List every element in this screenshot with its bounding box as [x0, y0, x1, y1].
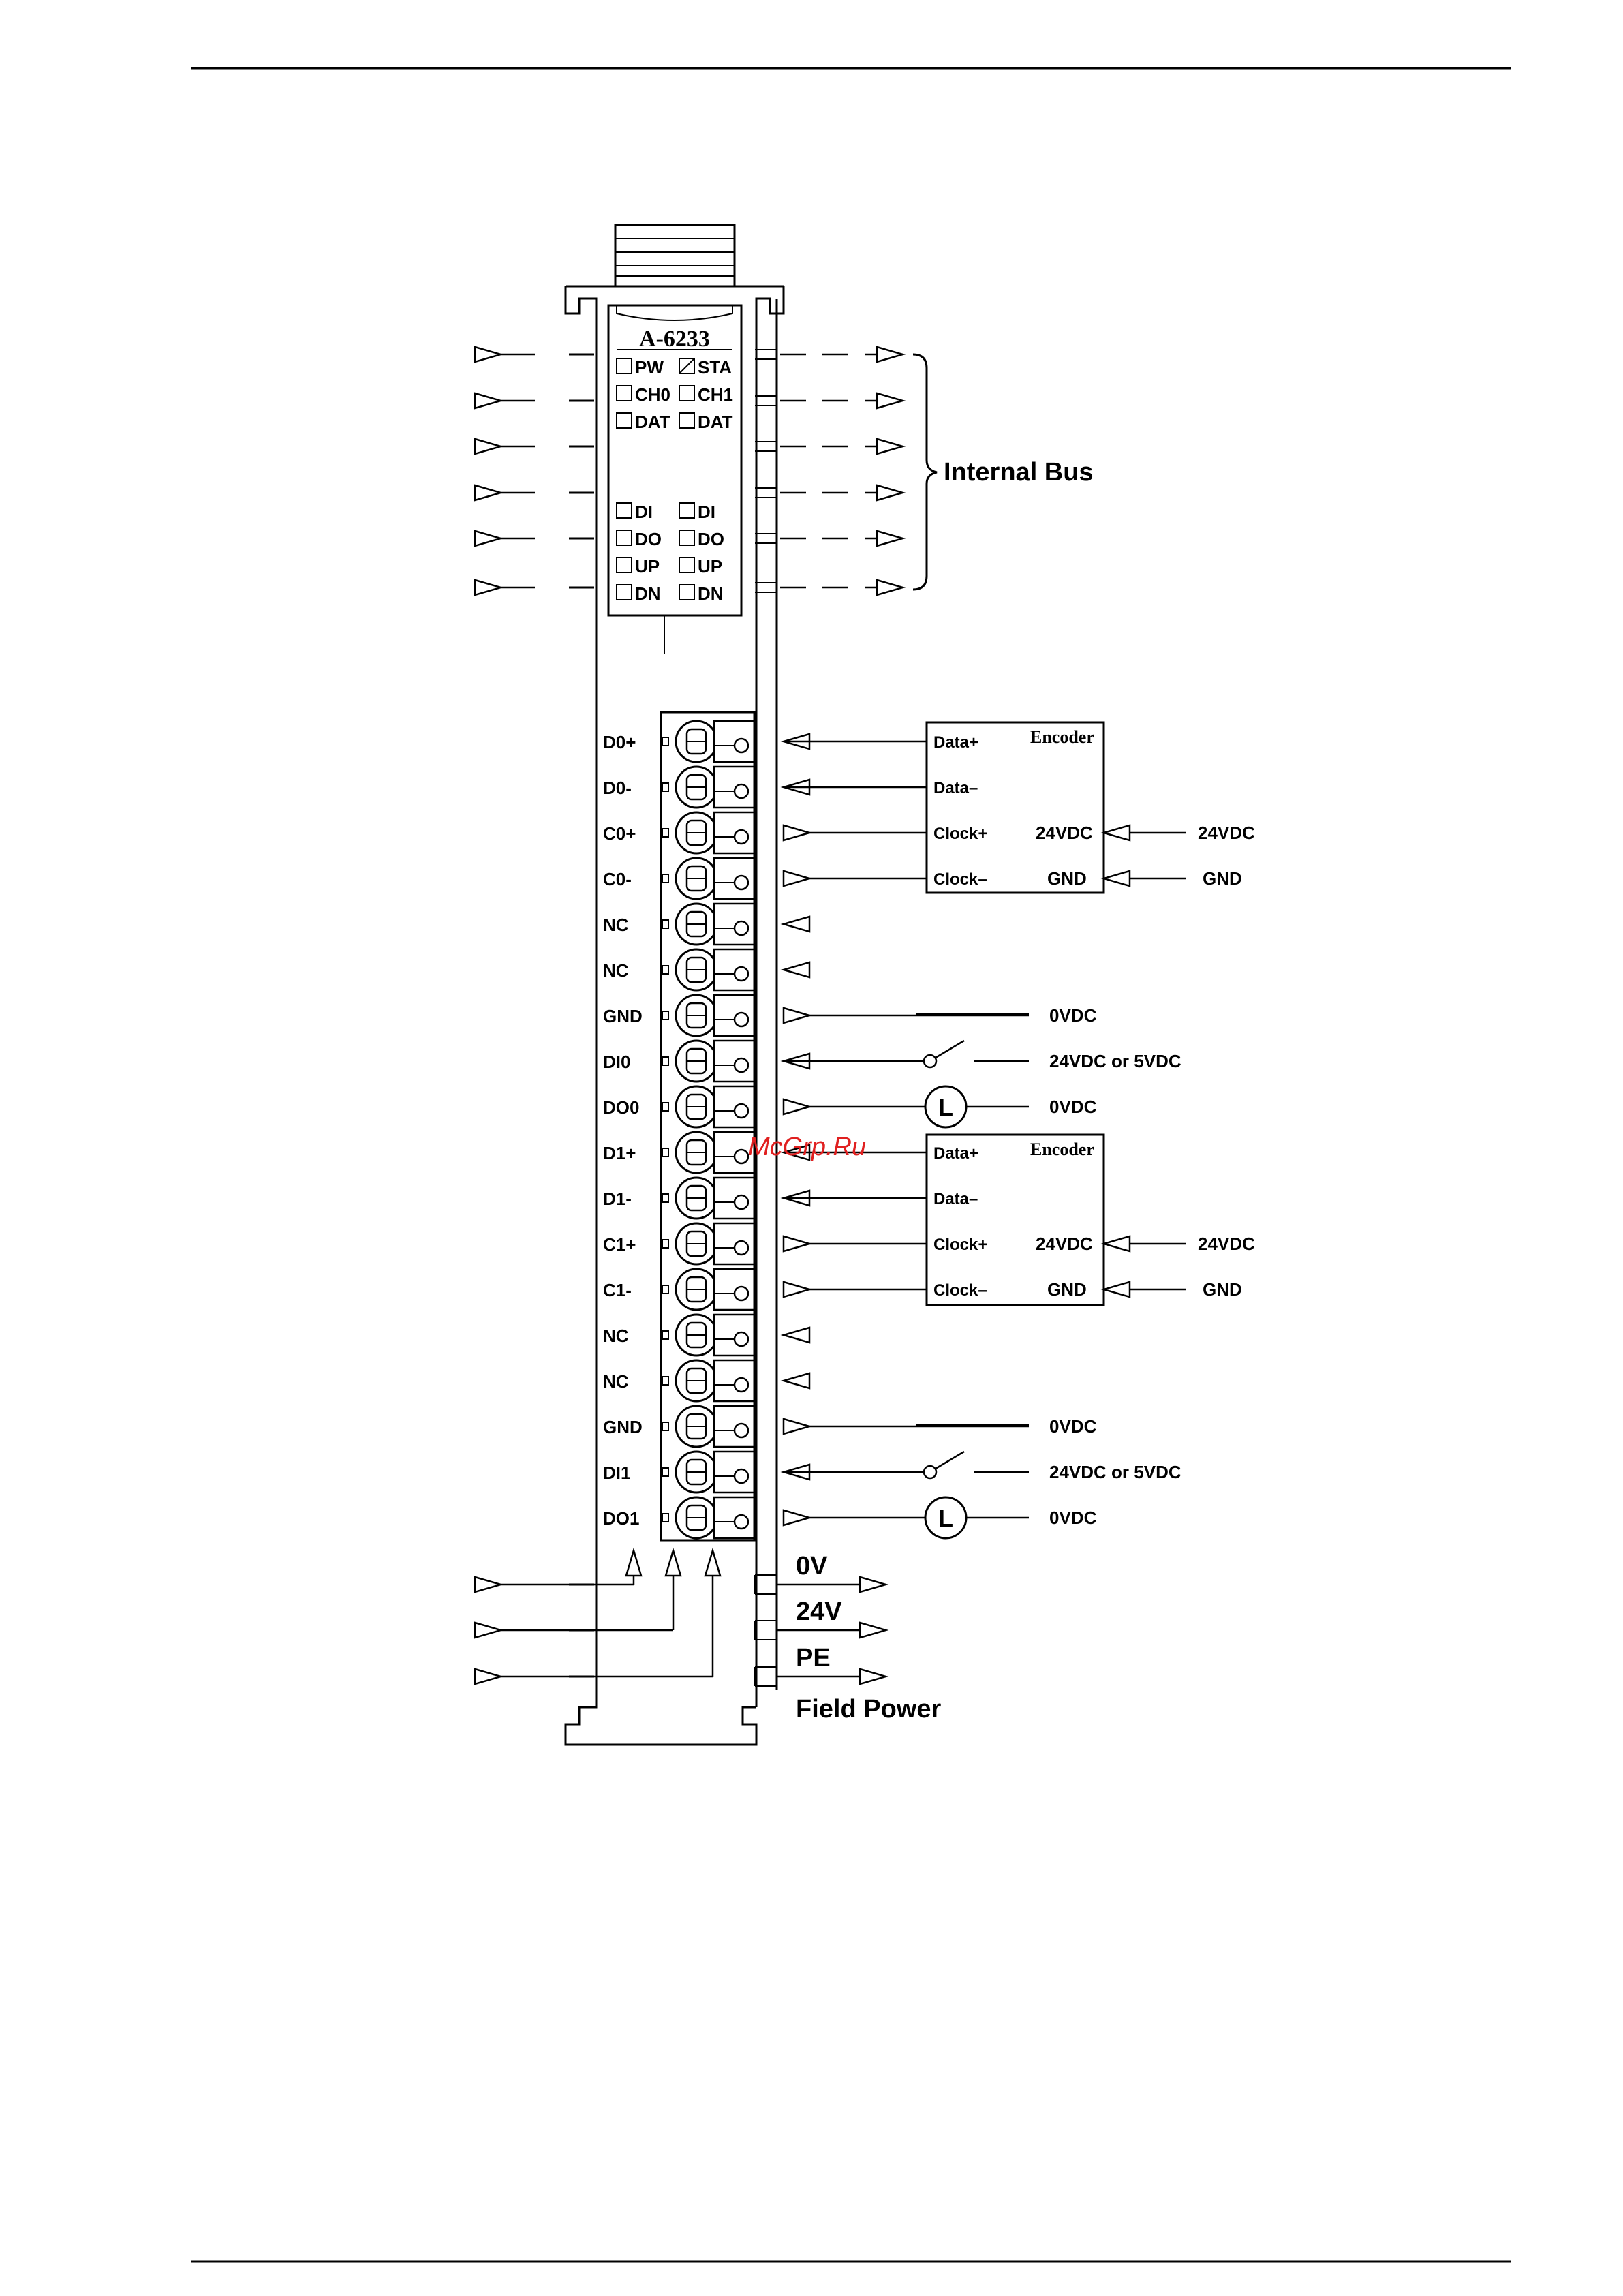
encoder-supply-label: 24VDC	[1036, 823, 1093, 843]
terminal-slot	[662, 1194, 668, 1202]
terminal-slot	[662, 920, 668, 928]
terminal-label-6: GND	[603, 1006, 643, 1026]
led-bottom-1-1-box	[679, 530, 694, 545]
terminal-slot	[662, 1240, 668, 1248]
terminal-hole	[735, 739, 748, 752]
led-label: PW	[635, 357, 664, 378]
terminal-slot	[662, 783, 668, 791]
terminal-clamp	[714, 1041, 755, 1082]
do-return-label: 0VDC	[1049, 1097, 1097, 1117]
terminal-label-7: DI0	[603, 1052, 631, 1072]
terminal-label-1: D0-	[603, 778, 632, 798]
led-bottom-3-0-box	[617, 585, 632, 600]
input-arrow	[784, 917, 809, 932]
led-bottom-2-1-box	[679, 557, 694, 572]
field-power-label-0: 0V	[796, 1552, 828, 1580]
encoder-pin: Clock+	[933, 1236, 988, 1254]
terminal-block	[603, 712, 756, 1540]
led-label: UP	[698, 556, 723, 577]
terminal-label-14: NC	[603, 1371, 629, 1392]
encoder-supply-arrow	[1104, 825, 1130, 840]
terminal-slot	[662, 874, 668, 883]
encoder-ground-label: GND	[1047, 868, 1087, 889]
encoder-pin: Data+	[933, 1144, 979, 1163]
di-supply-label: 24VDC or 5VDC	[1049, 1462, 1181, 1482]
output-arrow	[784, 1282, 809, 1297]
terminal-label-4: NC	[603, 915, 629, 935]
led-label: DO	[698, 529, 724, 549]
external-supply-label: 24VDC	[1198, 823, 1255, 843]
field-power	[475, 1550, 941, 1724]
terminal-slot	[662, 1011, 668, 1020]
terminal-slot	[662, 1514, 668, 1522]
terminal-clamp	[714, 1315, 755, 1356]
switch-contact	[924, 1055, 936, 1067]
terminal-slot	[662, 737, 668, 746]
terminal-clamp	[714, 812, 755, 853]
terminal-clamp	[714, 1269, 755, 1310]
encoder-ground-arrow	[1104, 871, 1130, 886]
encoder-pin: Data–	[933, 1190, 978, 1208]
field-out-arrow	[860, 1577, 886, 1592]
encoder-pin: Data+	[933, 733, 979, 752]
terminal-hole	[735, 1241, 748, 1255]
field-power-title: Field Power	[796, 1695, 942, 1724]
led-label: DN	[635, 583, 661, 604]
load-label: L	[938, 1504, 953, 1532]
terminal-label-0: D0+	[603, 732, 636, 752]
led-top-2-0-box	[617, 413, 632, 428]
internal-bus-brace	[913, 354, 937, 590]
encoder-supply-arrow	[1104, 1236, 1130, 1251]
terminal-label-2: C0+	[603, 823, 636, 844]
terminal-clamp	[714, 858, 755, 899]
led-top-2-1-box	[679, 413, 694, 428]
led-label: CH1	[698, 384, 734, 405]
gnd-label: 0VDC	[1049, 1005, 1097, 1026]
output-arrow	[784, 1099, 809, 1114]
bus-left-arrow	[475, 347, 501, 362]
led-bottom-2-0-box	[617, 557, 632, 572]
field-power-label-1: 24V	[796, 1597, 842, 1626]
led-label: DAT	[698, 412, 733, 432]
load-label: L	[938, 1093, 953, 1121]
terminal-clamp	[714, 1223, 755, 1264]
internal-bus-label: Internal Bus	[944, 458, 1094, 487]
terminal-slot	[662, 1377, 668, 1385]
terminal-label-10: D1-	[603, 1189, 632, 1209]
encoder-title: Encoder	[1030, 727, 1094, 747]
field-up-arrow	[666, 1550, 681, 1576]
terminal-slot	[662, 1285, 668, 1294]
bus-left-arrow	[475, 393, 501, 408]
terminal-label-11: C1+	[603, 1234, 636, 1255]
bus-right-arrow	[877, 347, 903, 362]
field-power-label-2: PE	[796, 1644, 831, 1672]
output-arrow	[784, 1510, 809, 1525]
top-connector	[615, 225, 735, 286]
terminal-label-5: NC	[603, 960, 629, 981]
led-label: DI	[635, 502, 653, 522]
terminal-clamp	[714, 995, 755, 1036]
terminal-clamp	[714, 1452, 755, 1493]
terminal-hole	[735, 1013, 748, 1026]
led-bottom-3-1-box	[679, 585, 694, 600]
terminal-hole	[735, 1104, 748, 1118]
led-label: UP	[635, 556, 660, 577]
encoder-title: Encoder	[1030, 1139, 1094, 1159]
terminal-hole	[735, 1332, 748, 1346]
watermark: McGrp.Ru	[748, 1133, 867, 1161]
terminal-hole	[735, 1195, 748, 1209]
led-label: DN	[698, 583, 724, 604]
gnd-label: 0VDC	[1049, 1416, 1097, 1437]
bus-right-arrow	[877, 485, 903, 500]
terminal-clamp	[714, 721, 755, 762]
bus-right-arrow	[877, 580, 903, 595]
led-label: DI	[698, 502, 715, 522]
terminal-hole	[735, 967, 748, 981]
terminal-slot	[662, 829, 668, 837]
encoder-pin: Data–	[933, 779, 978, 797]
terminal-hole	[735, 1378, 748, 1392]
bus-left-arrow	[475, 580, 501, 595]
led-label: DO	[635, 529, 662, 549]
terminal-hole	[735, 784, 748, 798]
terminal-hole	[735, 1058, 748, 1072]
di-supply-label: 24VDC or 5VDC	[1049, 1051, 1181, 1071]
terminal-clamp	[714, 1360, 755, 1401]
terminal-slot	[662, 1468, 668, 1476]
terminal-hole	[735, 921, 748, 935]
led-top-0-0-box	[617, 358, 632, 373]
terminal-hole	[735, 1424, 748, 1437]
module-model: A-6233	[639, 326, 710, 352]
input-arrow	[784, 962, 809, 977]
field-in-arrow	[475, 1577, 501, 1592]
terminal-clamp	[714, 767, 755, 808]
field-out-arrow	[860, 1669, 886, 1684]
terminal-label-16: DI1	[603, 1463, 631, 1483]
external-supply-label: 24VDC	[1198, 1234, 1255, 1254]
terminal-label-15: GND	[603, 1417, 643, 1437]
field-up-arrow	[705, 1550, 720, 1576]
external-ground-label: GND	[1203, 868, 1242, 889]
led-bottom-1-0-box	[617, 530, 632, 545]
encoder-pin: Clock+	[933, 825, 988, 843]
terminal-hole	[735, 1469, 748, 1483]
terminal-label-12: C1-	[603, 1280, 632, 1300]
led-label: STA	[698, 357, 732, 378]
output-arrow	[784, 1008, 809, 1023]
terminal-slot	[662, 1057, 668, 1065]
terminal-label-17: DO1	[603, 1508, 640, 1529]
led-bottom-0-1-box	[679, 503, 694, 518]
led-top-1-1-box	[679, 386, 694, 401]
terminal-clamp	[714, 1178, 755, 1219]
output-arrow	[784, 1419, 809, 1434]
terminal-clamp	[714, 1497, 755, 1538]
encoder-ground-arrow	[1104, 1282, 1130, 1297]
external-ground-label: GND	[1203, 1279, 1242, 1300]
led-bottom-0-0-box	[617, 503, 632, 518]
terminal-label-8: DO0	[603, 1097, 640, 1118]
switch-contact	[924, 1466, 936, 1478]
terminal-hole	[735, 830, 748, 844]
output-arrow	[784, 1236, 809, 1251]
terminal-slot	[662, 1422, 668, 1430]
output-arrow	[784, 825, 809, 840]
terminal-slot	[662, 966, 668, 974]
terminal-slot	[662, 1103, 668, 1111]
output-arrow	[784, 871, 809, 886]
led-label: DAT	[635, 412, 670, 432]
terminal-clamp	[714, 1406, 755, 1447]
led-panel	[608, 305, 741, 654]
do-return-label: 0VDC	[1049, 1507, 1097, 1528]
bus-left-arrow	[475, 531, 501, 546]
field-wiring	[784, 722, 1255, 1538]
terminal-hole	[735, 876, 748, 889]
terminal-label-3: C0-	[603, 869, 632, 889]
switch-lever	[936, 1452, 964, 1469]
bus-right-arrow	[877, 439, 903, 454]
terminal-hole	[735, 1150, 748, 1163]
led-top-1-0-box	[617, 386, 632, 401]
terminal-clamp	[714, 904, 755, 945]
encoder-pin: Clock–	[933, 870, 987, 889]
field-up-arrow	[626, 1550, 641, 1576]
terminal-hole	[735, 1287, 748, 1300]
terminal-slot	[662, 1331, 668, 1339]
led-label: CH0	[635, 384, 671, 405]
encoder-supply-label: 24VDC	[1036, 1234, 1093, 1254]
terminal-slot	[662, 1148, 668, 1157]
field-in-arrow	[475, 1623, 501, 1638]
input-arrow	[784, 1328, 809, 1343]
bus-right-arrow	[877, 393, 903, 408]
encoder-pin: Clock–	[933, 1281, 987, 1300]
bus-right-arrow	[877, 531, 903, 546]
terminal-label-9: D1+	[603, 1143, 636, 1163]
encoder-ground-label: GND	[1047, 1279, 1087, 1300]
bus-left-arrow	[475, 439, 501, 454]
terminal-hole	[735, 1515, 748, 1529]
terminal-clamp	[714, 1086, 755, 1127]
terminal-clamp	[714, 949, 755, 990]
field-in-arrow	[475, 1669, 501, 1684]
field-out-arrow	[860, 1623, 886, 1638]
input-arrow	[784, 1373, 809, 1388]
bus-left-arrow	[475, 485, 501, 500]
terminal-label-13: NC	[603, 1326, 629, 1346]
switch-lever	[936, 1041, 964, 1058]
